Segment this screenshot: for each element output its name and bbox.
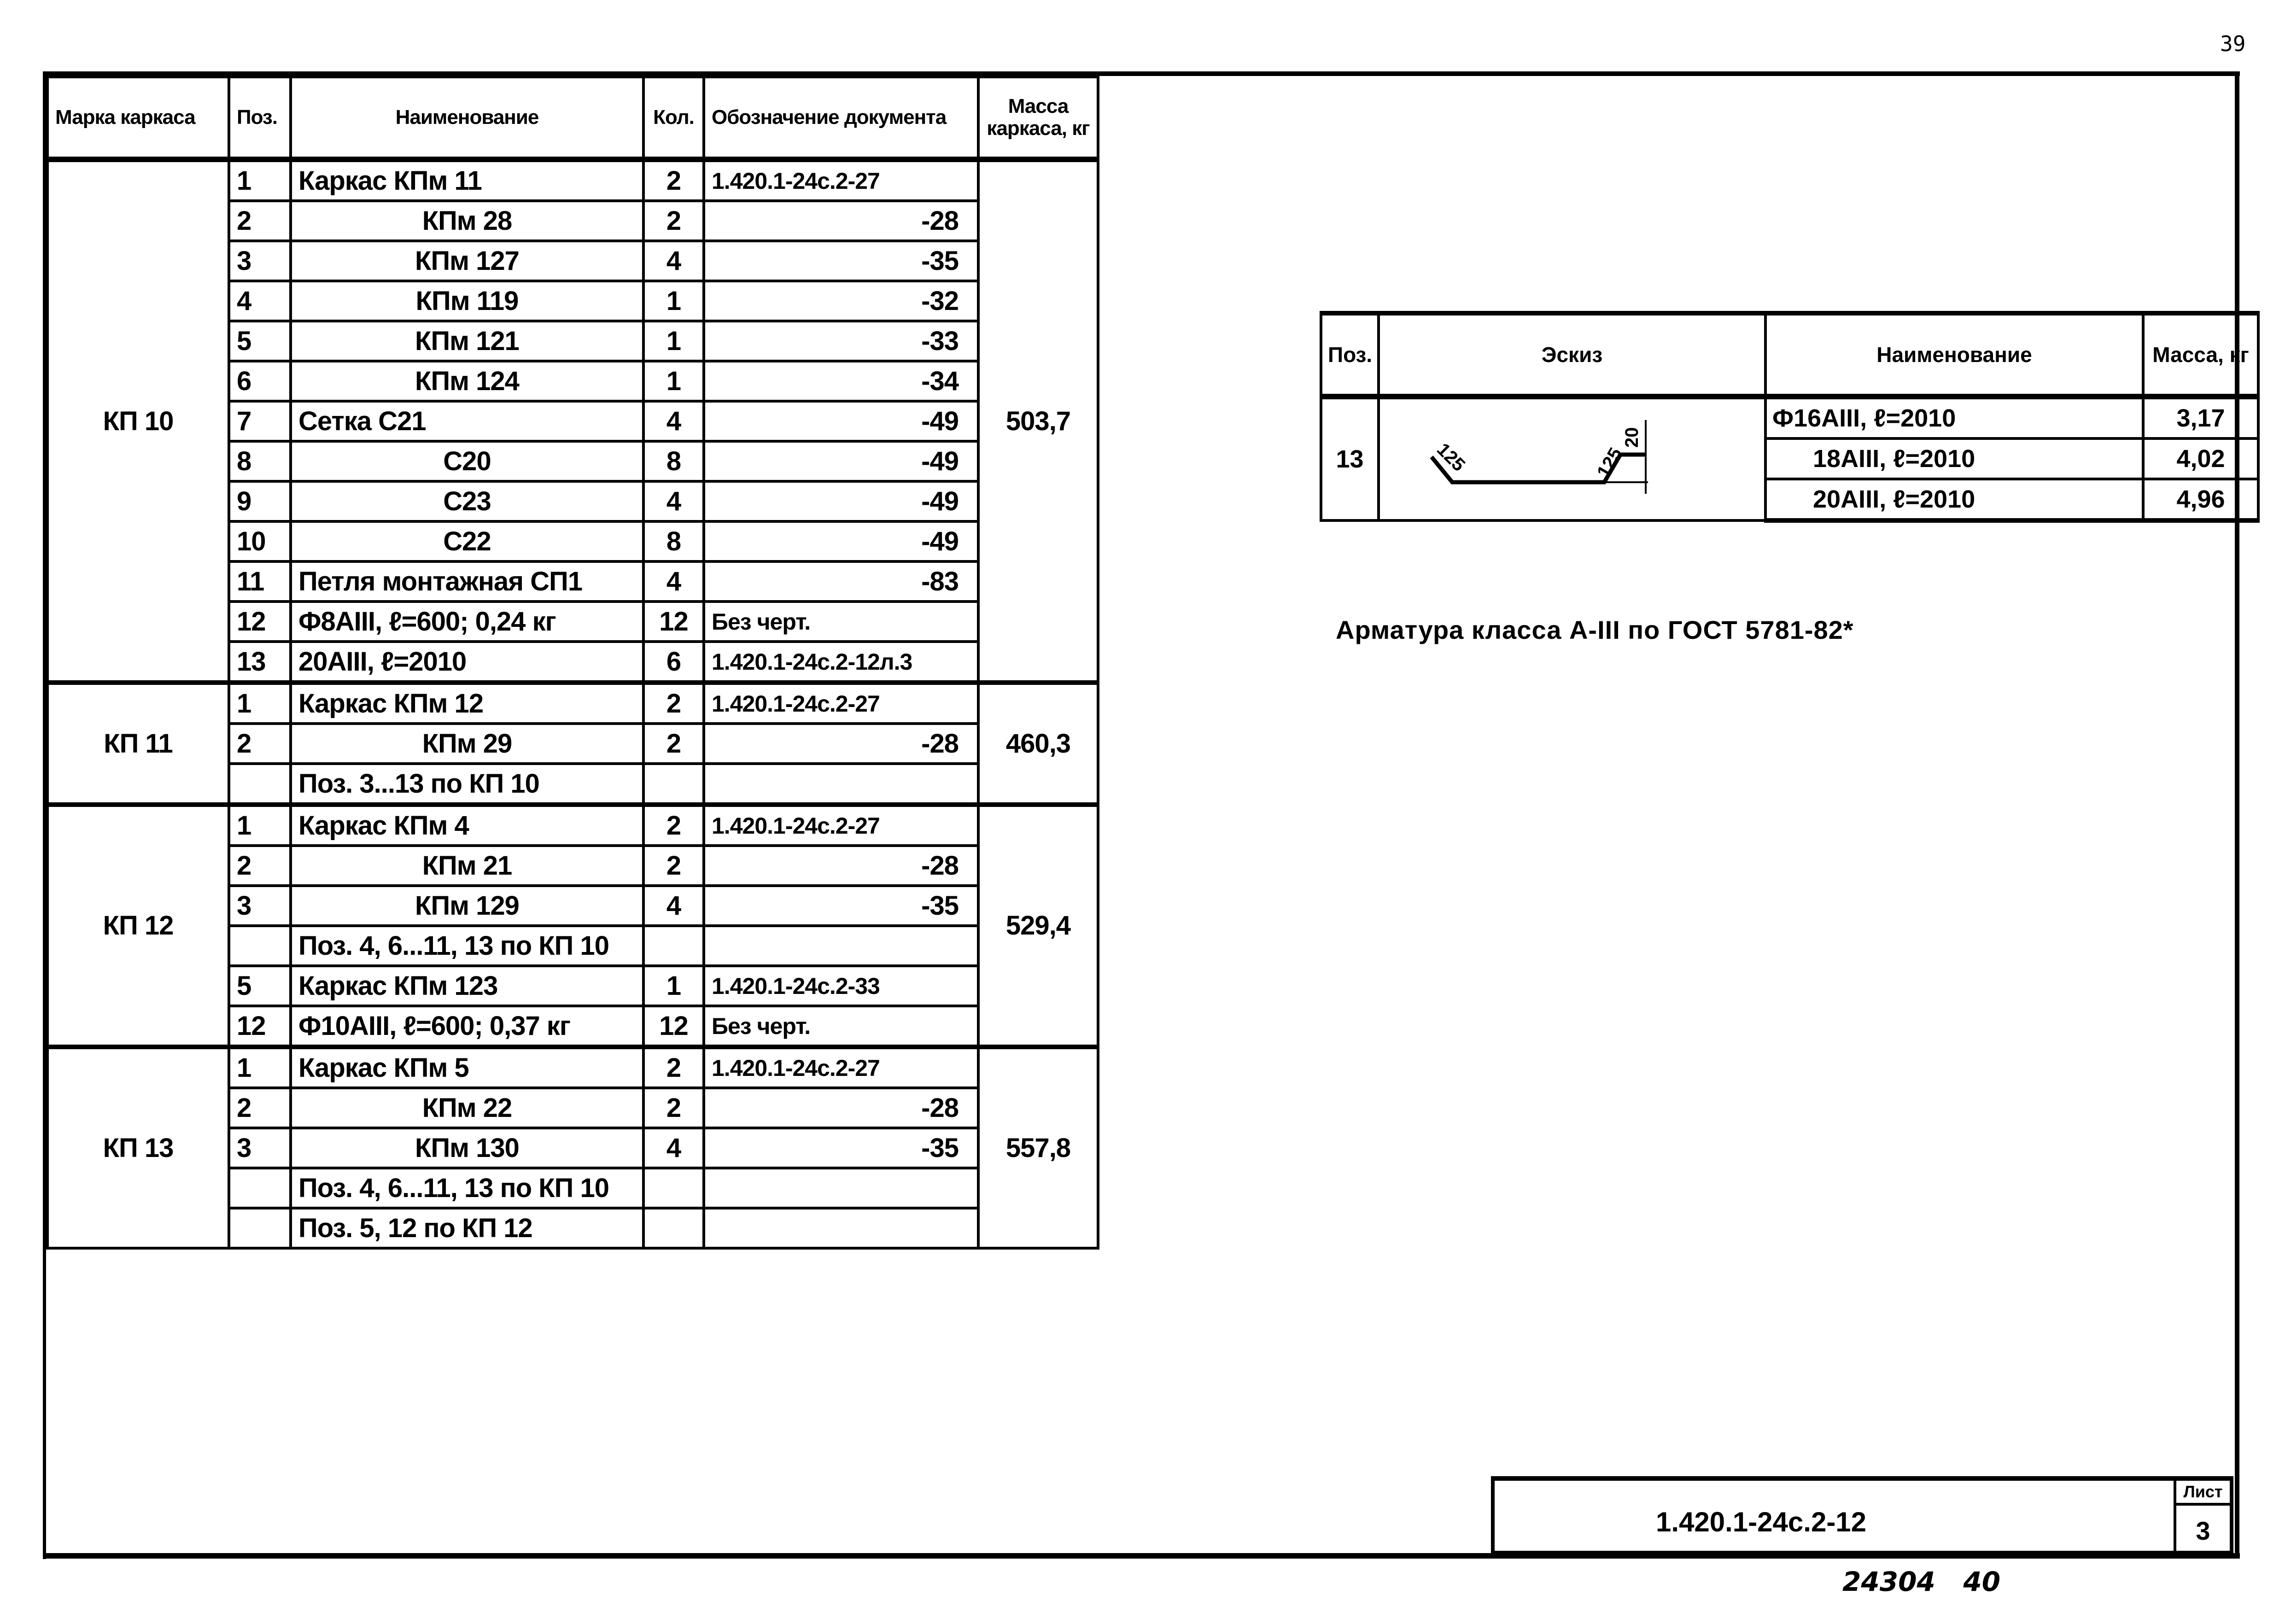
rebar-mass: 4,96 — [2143, 479, 2258, 520]
cell-name: КПм 121 — [291, 321, 643, 361]
cell-qty: 8 — [643, 521, 704, 561]
cell-pos: 3 — [229, 241, 291, 281]
sheet-label: Лист — [2176, 1481, 2230, 1506]
cell-name: Ф10АIII, ℓ=600; 0,37 кг — [291, 1006, 643, 1047]
cell-pos — [229, 764, 291, 805]
cell-name: Петля монтажная СП1 — [291, 561, 643, 602]
cell-qty: 2 — [643, 1047, 704, 1088]
cell-name: КПм 21 — [291, 846, 643, 886]
cell-name: КПм 127 — [291, 241, 643, 281]
cell-pos: 5 — [229, 321, 291, 361]
cell-qty — [643, 1208, 704, 1248]
cell-pos: 13 — [229, 642, 291, 683]
spec-header-row — [47, 76, 1098, 159]
cell-doc: -49 — [704, 441, 978, 481]
cell-mark: КП 10 — [47, 159, 229, 683]
cell-pos: 5 — [229, 966, 291, 1006]
svg-text:20: 20 — [1622, 427, 1642, 448]
cell-doc — [704, 1168, 978, 1208]
cell-pos — [229, 1208, 291, 1248]
cell-qty — [643, 1168, 704, 1208]
cell-qty: 4 — [643, 561, 704, 602]
cell-doc: -28 — [704, 724, 978, 764]
cell-name: Каркас КПм 11 — [291, 159, 643, 201]
cell-qty: 4 — [643, 1128, 704, 1168]
table-row — [47, 159, 1098, 201]
spec-body — [47, 159, 1098, 1248]
rebar-mass: 4,02 — [2143, 438, 2258, 479]
cell-qty: 1 — [643, 361, 704, 401]
rebar-table — [1320, 311, 2260, 523]
rebar-header-sketch: Эскиз — [1379, 313, 1765, 397]
specification-table — [46, 74, 1099, 1250]
cell-pos: 2 — [229, 846, 291, 886]
sheet-number: 3 — [2196, 1516, 2210, 1545]
rebar-name: Ф16АIII, ℓ=2010 — [1765, 397, 2143, 438]
cell-name: Сетка С21 — [291, 401, 643, 441]
cell-qty: 4 — [643, 481, 704, 521]
cell-doc — [704, 764, 978, 805]
cell-pos: 12 — [229, 602, 291, 642]
cell-name: КПм 119 — [291, 281, 643, 321]
rebar-mass: 3,17 — [2143, 397, 2258, 438]
cell-doc: -49 — [704, 401, 978, 441]
cell-mark: КП 13 — [47, 1047, 229, 1248]
header-doc: Обозначение документа — [704, 76, 978, 159]
cell-doc: 1.420.1-24с.2-27 — [704, 159, 978, 201]
document-designation: 1.420.1-24с.2-12 — [1656, 1507, 1867, 1537]
cell-qty: 8 — [643, 441, 704, 481]
cell-name: С20 — [291, 441, 643, 481]
cell-pos: 2 — [229, 201, 291, 241]
cell-pos: 1 — [229, 683, 291, 724]
cell-doc: 1.420.1-24с.2-27 — [704, 1047, 978, 1088]
table-row — [47, 1047, 1098, 1088]
archive-stamp: 24304 40 — [1842, 1566, 2001, 1597]
cell-mass: 503,7 — [978, 159, 1098, 683]
cell-name: Поз. 3...13 по КП 10 — [291, 764, 643, 805]
cell-mass: 529,4 — [978, 805, 1098, 1047]
cell-doc: -49 — [704, 481, 978, 521]
header-pos: Поз. — [229, 76, 291, 159]
header-name: Наименование — [291, 76, 643, 159]
cell-qty: 4 — [643, 401, 704, 441]
cell-qty: 6 — [643, 642, 704, 683]
cell-doc: -35 — [704, 241, 978, 281]
cell-qty — [643, 764, 704, 805]
cell-doc: -28 — [704, 1088, 978, 1128]
cell-pos: 2 — [229, 724, 291, 764]
cell-name: КПм 130 — [291, 1128, 643, 1168]
cell-doc: -28 — [704, 201, 978, 241]
header-mark: Марка каркаса — [47, 76, 229, 159]
cell-name: Поз. 4, 6...11, 13 по КП 10 — [291, 926, 643, 966]
cell-pos — [229, 1168, 291, 1208]
cell-doc: -32 — [704, 281, 978, 321]
sheet-box — [2174, 1481, 2230, 1551]
cell-mass: 460,3 — [978, 683, 1098, 805]
cell-doc: 1.420.1-24с.2-27 — [704, 805, 978, 846]
header-qty: Кол. — [643, 76, 704, 159]
cell-pos: 6 — [229, 361, 291, 401]
svg-text:125: 125 — [1433, 439, 1469, 476]
title-block — [1491, 1476, 2233, 1555]
cell-doc — [704, 1208, 978, 1248]
cell-name: Поз. 5, 12 по КП 12 — [291, 1208, 643, 1248]
cell-name: Поз. 4, 6...11, 13 по КП 10 — [291, 1168, 643, 1208]
cell-qty: 4 — [643, 886, 704, 926]
cell-doc: -28 — [704, 846, 978, 886]
cell-pos: 12 — [229, 1006, 291, 1047]
cell-name: Ф8АIII, ℓ=600; 0,24 кг — [291, 602, 643, 642]
cell-qty — [643, 926, 704, 966]
bent-bar-sketch-icon — [1385, 402, 1754, 517]
cell-doc: Без черт. — [704, 1006, 978, 1047]
cell-name: КПм 29 — [291, 724, 643, 764]
cell-name: Каркас КПм 4 — [291, 805, 643, 846]
cell-mark: КП 11 — [47, 683, 229, 805]
cell-pos — [229, 926, 291, 966]
cell-qty: 1 — [643, 321, 704, 361]
cell-pos: 1 — [229, 1047, 291, 1088]
cell-pos: 1 — [229, 805, 291, 846]
cell-qty: 4 — [643, 241, 704, 281]
cell-doc: Без черт. — [704, 602, 978, 642]
rebar-sketch — [1379, 397, 1765, 520]
cell-name: Каркас КПм 5 — [291, 1047, 643, 1088]
cell-doc: -35 — [704, 1128, 978, 1168]
cell-pos: 4 — [229, 281, 291, 321]
cell-qty: 12 — [643, 602, 704, 642]
cell-doc: -33 — [704, 321, 978, 361]
table-row — [47, 683, 1098, 724]
cell-pos: 11 — [229, 561, 291, 602]
cell-qty: 2 — [643, 846, 704, 886]
cell-qty: 2 — [643, 805, 704, 846]
cell-doc: 1.420.1-24с.2-33 — [704, 966, 978, 1006]
header-mass: Масса каркаса, кг — [978, 76, 1098, 159]
rebar-class-note: Арматура класса А-III по ГОСТ 5781-82* — [1336, 615, 1854, 644]
cell-doc — [704, 926, 978, 966]
cell-qty: 2 — [643, 1088, 704, 1128]
cell-qty: 2 — [643, 201, 704, 241]
cell-name: КПм 129 — [291, 886, 643, 926]
cell-qty: 1 — [643, 966, 704, 1006]
cell-qty: 2 — [643, 159, 704, 201]
table-row — [47, 805, 1098, 846]
cell-name: 20АIII, ℓ=2010 — [291, 642, 643, 683]
cell-pos: 1 — [229, 159, 291, 201]
cell-doc: -34 — [704, 361, 978, 401]
rebar-header-name: Наименование — [1765, 313, 2143, 397]
rebar-row — [1321, 397, 2258, 438]
cell-mark: КП 12 — [47, 805, 229, 1047]
cell-name: С22 — [291, 521, 643, 561]
cell-pos: 10 — [229, 521, 291, 561]
cell-pos: 3 — [229, 886, 291, 926]
rebar-header-mass: Масса, кг — [2143, 313, 2258, 397]
cell-qty: 2 — [643, 683, 704, 724]
cell-doc: -49 — [704, 521, 978, 561]
cell-qty: 2 — [643, 724, 704, 764]
cell-pos: 8 — [229, 441, 291, 481]
cell-doc: 1.420.1-24с.2-27 — [704, 683, 978, 724]
rebar-header-row — [1321, 313, 2258, 397]
rebar-name: 20АIII, ℓ=2010 — [1765, 479, 2143, 520]
cell-name: КПм 124 — [291, 361, 643, 401]
cell-name: КПм 22 — [291, 1088, 643, 1128]
rebar-pos: 13 — [1321, 397, 1379, 520]
cell-doc: -35 — [704, 886, 978, 926]
cell-mass: 557,8 — [978, 1047, 1098, 1248]
cell-qty: 12 — [643, 1006, 704, 1047]
cell-name: Каркас КПм 123 — [291, 966, 643, 1006]
cell-name: Каркас КПм 12 — [291, 683, 643, 724]
cell-pos: 2 — [229, 1088, 291, 1128]
page-number: 39 — [2220, 31, 2246, 56]
rebar-header-pos: Поз. — [1321, 313, 1379, 397]
cell-name: С23 — [291, 481, 643, 521]
rebar-name: 18АIII, ℓ=2010 — [1765, 438, 2143, 479]
cell-doc: 1.420.1-24с.2-12л.3 — [704, 642, 978, 683]
svg-text:125: 125 — [1593, 444, 1626, 481]
cell-name: КПм 28 — [291, 201, 643, 241]
cell-qty: 1 — [643, 281, 704, 321]
frame-right — [2235, 71, 2239, 1557]
cell-pos: 9 — [229, 481, 291, 521]
frame-left — [43, 71, 46, 1559]
cell-doc: -83 — [704, 561, 978, 602]
cell-pos: 3 — [229, 1128, 291, 1168]
cell-pos: 7 — [229, 401, 291, 441]
